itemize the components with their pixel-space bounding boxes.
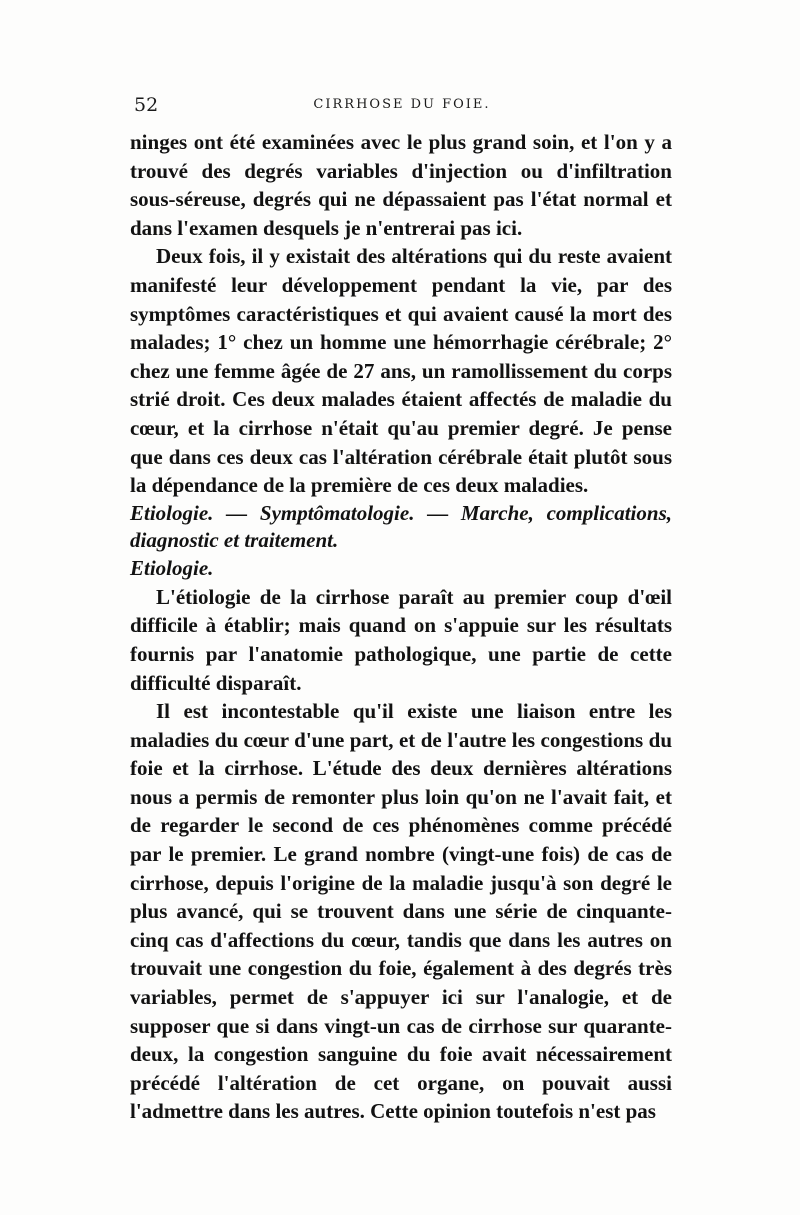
paragraph-3: L'étiologie de la cirrhose paraît au premier coup d'œil difficile à établir; mais quand on s'appuie sur les résultats fournis par l'anatomie pathologique, une partie de cette difficulté disparaît. [130,584,672,695]
section-heading: Etiologie. — Symptômatologie. — Marche, complications, diagnostic et traitement. [130,500,672,552]
running-title: CIRRHOSE DU FOIE. [313,97,491,112]
paragraph-4: Il est incontestable qu'il existe une liaison entre les maladies du cœur d'une part, et de l'autre les congestions du foie et la cirrhose. L'étude des deux dernières altérations nous a permis de remonter plus loin qu'on ne l'avait fait, et de regarder le second de ces phénomènes comme précédé par le premier. Le grand nombre (vingt-une fois) de cas de cirrhose, depuis l'origine de la maladie jusqu'à son degré le plus avancé, qui se trouvent dans une série de cinquante-cinq cas d'affections du cœur, tandis que dans les autres on trouvait une congestion du foie, également à des degrés très variables, permet de s'appuyer ici sur l'analogie, et de supposer que si dans vingt-un cas de cirrhose sur quarante-deux, la congestion sanguine du foie avait nécessairement précédé l'altération de cet organe, on pouvait aussi l'admettre dans les autres. Cette opinion toutefois n'est pas [130,699,672,1124]
page-number: 52 [134,94,159,116]
body-text [130,128,672,1126]
sub-heading: Etiologie. [130,555,214,580]
page-header [134,94,670,116]
paragraph-1: ninges ont été examinées avec le plus grand soin, et l'on y a trouvé des degrés variables d'injection ou d'infiltration sous-séreuse, degrés qui ne dépassaient pas l'état normal et dans l'examen desquels je n'entrerai pas ici. [130,130,672,240]
paragraph-2: Deux fois, il y existait des altérations qui du reste avaient manifesté leur développement pendant la vie, par des symptômes caractéristiques et qui avaient causé la mort des malades; 1° chez un homme une hémorrhagie cérébrale; 2° chez une femme âgée de 27 ans, un ramollissement du corps strié droit. Ces deux malades étaient affectés de maladie du cœur, et la cirrhose n'était qu'au premier degré. Je pense que dans ces deux cas l'altération cérébrale était plutôt sous la dépendance de la première de ces deux maladies. [130,244,672,498]
